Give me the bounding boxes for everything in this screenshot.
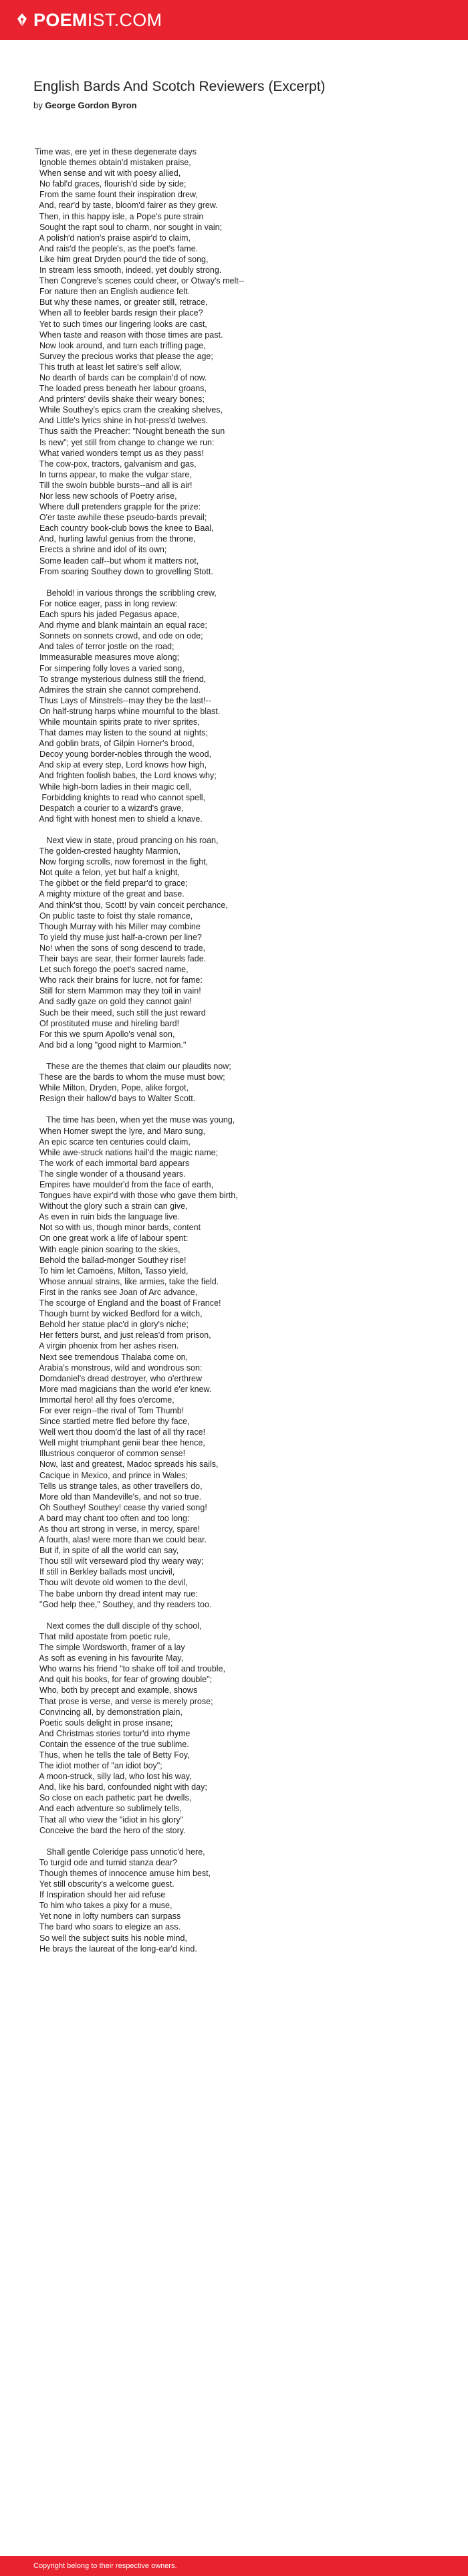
poem-line: Next view in state, proud prancing on his roan, <box>35 836 219 845</box>
poem-line: Survey the precious works that please the age; <box>35 351 213 361</box>
poem-line: Thou still wilt verseward plod thy weary way; <box>35 1556 204 1566</box>
poem-line: Still for stern Mammon may they toil in vain! <box>35 986 201 996</box>
poem-line: Next see tremendous Thalaba come on, <box>35 1352 189 1362</box>
poem-line: The idiot mother of "an idiot boy"; <box>35 1761 162 1771</box>
stanza-gap <box>35 824 436 835</box>
poem-line: In turns appear, to make the vulgar stare, <box>35 469 192 479</box>
poem-line: A virgin phoenix from her ashes risen. <box>35 1341 179 1351</box>
poem-line: The simple Wordsworth, framer of a lay <box>35 1643 185 1653</box>
poem-line: And think'st thou, Scott! by vain conceit perchance, <box>35 900 228 910</box>
poem-line: An epic scarce ten centuries could claim, <box>35 1137 191 1147</box>
poem-line: Erects a shrine and idol of its own; <box>35 545 167 555</box>
poem-line: And, rear'd by taste, bloom'd fairer as they grew. <box>35 201 218 211</box>
stanza-gap <box>35 1104 436 1115</box>
stanza-gap <box>35 1836 436 1847</box>
poem-line: In stream less smooth, indeed, yet doubly strong. <box>35 265 222 275</box>
poem-line: When sense and wit with poesy allied, <box>35 168 181 179</box>
poem-line: Each spurs his jaded Pegasus apace, <box>35 610 180 620</box>
poem-line: But why these names, or greater still, retrace, <box>35 298 208 308</box>
poem-line: Thou wilt devote old women to the devil, <box>35 1578 189 1588</box>
poem-line: That all who view the "idiot in his glory" <box>35 1814 183 1825</box>
poem-line: For notice eager, pass in long review: <box>35 598 179 608</box>
poem-line: And fight with honest men to shield a knave. <box>35 814 203 824</box>
poem-line: Empires have moulder'd from the face of earth, <box>35 1180 214 1189</box>
poem-line: And frighten foolish babes, the Lord knows why; <box>35 771 217 781</box>
poem-line: Tongues have expir'd with those who gave them birth, <box>35 1191 238 1201</box>
poem-line: No! when the sons of song descend to trade, <box>35 943 206 953</box>
poem-line: And sadly gaze on gold they cannot gain! <box>35 997 192 1007</box>
poem-line: While mountain spirits prate to river sprites, <box>35 717 200 727</box>
poem-line: That prose is verse, and verse is merely prose; <box>35 1696 213 1706</box>
poem-line: Sought the rapt soul to charm, nor sought in vain; <box>35 222 223 232</box>
poem-line: The single wonder of a thousand years. <box>35 1169 186 1179</box>
poem-line: A moon-struck, silly lad, who lost his way, <box>35 1772 192 1782</box>
poem-line: Convincing all, by demonstration plain, <box>35 1707 183 1717</box>
poem-line: If Inspiration should her aid refuse <box>35 1890 166 1900</box>
pen-nib-icon <box>16 13 28 27</box>
poem-line: Behold the ballad-monger Southey rise! <box>35 1255 187 1265</box>
poem-line: Immeasurable measures move along; <box>35 653 180 663</box>
poem-line: No fabl'd graces, flourish'd side by side; <box>35 179 187 189</box>
poem-line: Where dull pretenders grapple for the prize: <box>35 502 201 512</box>
poem-line: On one great work a life of labour spent: <box>35 1234 189 1244</box>
poem-line: Oh Southey! Southey! cease thy varied song! <box>35 1502 207 1512</box>
poem-line: The golden-crested haughty Marmion, <box>35 846 181 856</box>
poem-line: Resign their hallow'd bays to Walter Scott. <box>35 1094 196 1104</box>
poem-line: And Little's lyrics shine in hot-press'd twelves. <box>35 416 209 426</box>
poem-line: To him let Camoëns, Milton, Tasso yield, <box>35 1266 189 1276</box>
poem-line: These are the bards to whom the muse must bow; <box>35 1072 225 1082</box>
by-label: by <box>33 100 43 110</box>
poem-line: While Milton, Dryden, Pope, alike forgot, <box>35 1083 189 1093</box>
poem-line: Now look around, and turn each trifling page, <box>35 340 206 350</box>
poem-line: To strange mysterious dulness still the friend, <box>35 674 207 684</box>
logo-text-bold: POEM <box>33 9 88 30</box>
poem-line: When all to feebler bards resign their place? <box>35 308 203 318</box>
poem-line: Nor less new schools of Poetry arise, <box>35 491 177 501</box>
poem-line: Thus saith the Preacher: "Nought beneath the sun <box>35 427 225 437</box>
poem-line: And bid a long "good night to Marmion." <box>35 1040 187 1050</box>
poem-line: "God help thee," Southey, and thy readers too. <box>35 1599 212 1609</box>
poem-line: Now, last and greatest, Madoc spreads his sails, <box>35 1459 219 1470</box>
poem-line: For nature then an English audience felt. <box>35 287 191 297</box>
poem-line: Cacique in Mexico, and prince in Wales; <box>35 1470 188 1480</box>
poem-line: And, hurling lawful genius from the throne, <box>35 534 196 544</box>
poem-line: To turgid ode and tumid stanza dear? <box>35 1857 178 1867</box>
poem-line: A polish'd nation's praise aspir'd to claim, <box>35 233 191 243</box>
poem-line: Their bays are sear, their former laurels fade. <box>35 954 207 964</box>
poem-line: So well the subject suits his noble mind, <box>35 1933 187 1943</box>
stanza-gap <box>35 577 436 588</box>
poem-line: For ever reign--the rival of Tom Thumb! <box>35 1405 185 1415</box>
author-link[interactable]: George Gordon Byron <box>45 100 137 110</box>
poem-line: The loaded press beneath her labour groans, <box>35 384 207 394</box>
poem-line: And printers' devils shake their weary bones; <box>35 394 205 404</box>
poem-line: To him who takes a pixy for a muse, <box>35 1901 172 1911</box>
poem-line: Such be their meed, such still the just reward <box>35 1008 206 1018</box>
poem-line: What varied wonders tempt us as they pass! <box>35 448 204 458</box>
poem-line: Yet still obscurity's a welcome guest. <box>35 1879 174 1889</box>
poem-body <box>35 146 436 1954</box>
poem-line: The babe unborn thy dread intent may rue: <box>35 1589 198 1599</box>
stanza-gap <box>35 1050 436 1061</box>
poem-line: Thus, when he tells the tale of Betty Foy, <box>35 1750 190 1760</box>
poem-line: And each adventure so sublimely tells, <box>35 1804 182 1814</box>
poem-line: A bard may chant too often and too long: <box>35 1513 190 1523</box>
poem-line: If still in Berkley ballads most uncivil, <box>35 1567 175 1577</box>
poem-line: When Homer swept the lyre, and Maro sung, <box>35 1126 205 1136</box>
poem-line: Behold! in various throngs the scribbling crew, <box>35 588 217 598</box>
poem-line: Not quite a felon, yet but half a knight, <box>35 868 180 878</box>
poem-line: Time was, ere yet in these degenerate days <box>35 147 197 156</box>
poem-line: And Christmas stories tortur'd into rhyme <box>35 1728 191 1738</box>
poem-line: No dearth of bards can be complain'd of now. <box>35 372 207 382</box>
poem-line: While Southey's epics cram the creaking shelves, <box>35 405 223 415</box>
poem-line: Decoy young border-nobles through the wood, <box>35 749 212 759</box>
poem-line: To yield thy muse just half-a-crown per line? <box>35 932 202 942</box>
poem-line: So close on each pathetic part he dwells, <box>35 1793 192 1803</box>
poem-line: Tells us strange tales, as other travellers do, <box>35 1481 203 1491</box>
poem-line: Now forging scrolls, now foremost in the fight, <box>35 857 209 867</box>
poem-line: And goblin brats, of Gilpin Horner's brood, <box>35 739 195 749</box>
poem-line: From soaring Southey down to grovelling Stott. <box>35 566 213 576</box>
poem-line: Then Congreve's scenes could cheer, or Otway's melt-- <box>35 276 245 286</box>
poem-line: Then, in this happy isle, a Pope's pure strain <box>35 211 204 221</box>
poem-line: Poetic souls delight in prose insane; <box>35 1718 173 1728</box>
poem-line: Each country book-club bows the knee to Baal, <box>35 523 214 534</box>
poem-line: Well wert thou doom'd the last of all thy race! <box>35 1427 206 1437</box>
poem-line: Next comes the dull disciple of thy school, <box>35 1621 202 1631</box>
poem-line: While awe-struck nations hail'd the magic name; <box>35 1147 219 1157</box>
poem-line: Since startled metre fled before thy face, <box>35 1417 190 1427</box>
poem-line: Contain the essence of the true sublime. <box>35 1739 189 1749</box>
poem-line: Let such forego the poet's sacred name, <box>35 965 189 975</box>
poem-line: On half-strung harps whine mournful to the blast. <box>35 706 221 716</box>
poem-line: A fourth, alas! were more than we could bear. <box>35 1535 207 1545</box>
poem-line: Well might triumphant genii bear thee hence, <box>35 1438 205 1448</box>
poem-line: That dames may listen to the sound at nights; <box>35 728 208 738</box>
poem-line: Yet none in lofty numbers can surpass <box>35 1911 181 1921</box>
poem-line: Admires the strain she cannot comprehend. <box>35 685 201 695</box>
site-header <box>0 0 468 40</box>
poem-line: Though themes of innocence amuse him best, <box>35 1869 211 1878</box>
poem-line: And rais'd the people's, as the poet's fame. <box>35 243 199 253</box>
poem-line: As thou art strong in verse, in mercy, spare! <box>35 1524 201 1534</box>
poem-line: Forbidding knights to read who cannot spell, <box>35 792 206 802</box>
poem-line: Though Murray with his Miller may combine <box>35 921 201 931</box>
poem-line: And rhyme and blank maintain an equal race; <box>35 620 207 630</box>
poem-line: While high-born ladies in their magic cell, <box>35 782 192 792</box>
poem-line: That mild apostate from poetic rule, <box>35 1631 170 1641</box>
poem-line: The scourge of England and the boast of France! <box>35 1298 221 1308</box>
poem-line: The bard who soars to elegize an ass. <box>35 1922 181 1932</box>
poem-line: Who, both by precept and example, shows <box>35 1685 198 1695</box>
poem-line: More mad magicians than the world e'er knew. <box>35 1384 212 1394</box>
poem-line: With eagle pinion soaring to the skies, <box>35 1244 181 1254</box>
poem-line: Behold her statue plac'd in glory's niche; <box>35 1320 189 1330</box>
poem-line: He brays the laureat of the long-ear'd kind. <box>35 1944 197 1954</box>
poem-line: Who rack their brains for lucre, not for fame: <box>35 975 203 985</box>
poem-line: The time has been, when yet the muse was young, <box>35 1115 235 1125</box>
poem-line: Yet to such times our lingering looks are cast, <box>35 319 207 329</box>
byline <box>33 100 137 110</box>
poem-line: Who warns his friend "to shake off toil and trouble, <box>35 1664 225 1674</box>
poem-line: A mighty mixture of the great and base. <box>35 889 185 899</box>
poem-line: Without the glory such a strain can give, <box>35 1201 188 1211</box>
stanza-gap <box>35 1610 436 1621</box>
poem-line: For simpering folly loves a varied song, <box>35 663 185 673</box>
poem-line: Ignoble themes obtain'd mistaken praise, <box>35 158 191 168</box>
copyright-text: Copyright belong to their respective owners. <box>33 2562 177 2570</box>
poem-line: Though burnt by wicked Bedford for a witch, <box>35 1309 203 1319</box>
poem-line: Illustrious conqueror of common sense! <box>35 1449 186 1459</box>
poem-line: Despatch a courier to a wizard's grave, <box>35 803 184 813</box>
poem-line: And skip at every step, Lord knows how high, <box>35 760 207 770</box>
poem-title: English Bards And Scotch Reviewers (Excerpt) <box>33 79 326 94</box>
poem-line: Sonnets on sonnets crowd, and ode on ode; <box>35 631 203 641</box>
poem-line: First in the ranks see Joan of Arc advance, <box>35 1287 198 1297</box>
site-logo-link[interactable] <box>33 10 162 31</box>
poem-line: The work of each immortal bard appears <box>35 1158 190 1168</box>
poem-line: As even in ruin bids the language live. <box>35 1212 180 1222</box>
poem-line: Arabia's monstrous, wild and wondrous son: <box>35 1363 203 1373</box>
poem-line: Whose annual strains, like armies, take the field. <box>35 1276 219 1286</box>
poem-line: And, like his bard, confounded night with day; <box>35 1782 207 1792</box>
poem-line: Not so with us, though minor bards, content <box>35 1223 201 1233</box>
poem-line: When taste and reason with those times are past. <box>35 330 223 340</box>
poem-line: The gibbet or the field prepar'd to grace; <box>35 879 188 889</box>
poem-line: Immortal hero! all thy foes o'ercome, <box>35 1395 174 1405</box>
poem-line: From the same fount their inspiration drew, <box>35 190 198 200</box>
poem-line: And quit his books, for fear of growing double"; <box>35 1675 213 1685</box>
poem-line: As soft as evening in his favourite May, <box>35 1653 184 1663</box>
logo-text-rest: IST.COM <box>87 9 162 30</box>
poem-line: These are the themes that claim our plaudits now; <box>35 1061 231 1071</box>
poem-line: Conceive the bard the hero of the story. <box>35 1825 186 1835</box>
poem-line: Is new"; yet still from change to change we run: <box>35 437 215 447</box>
poem-line: Shall gentle Coleridge pass unnotic'd here, <box>35 1847 205 1857</box>
site-footer <box>0 2556 468 2576</box>
poem-line: O'er taste awhile these pseudo-bards prevail; <box>35 513 207 523</box>
poem-line: The cow-pox, tractors, galvanism and gas, <box>35 459 197 469</box>
poem-line: On public taste to foist thy stale romance, <box>35 911 193 921</box>
poem-line: More old than Mandeville's, and not so true. <box>35 1492 202 1502</box>
poem-line: Her fetters burst, and just releas'd from prison, <box>35 1330 211 1340</box>
poem-line: Like him great Dryden pour'd the tide of song, <box>35 254 209 264</box>
poem-line: Domdaniel's dread destroyer, who o'erthrew <box>35 1373 203 1383</box>
poem-line: Thus Lays of Minstrels--may they be the last!-- <box>35 695 211 705</box>
poem-line: But if, in spite of all the world can say, <box>35 1546 179 1556</box>
poem-line: Of prostituted muse and hireling bard! <box>35 1018 180 1028</box>
poem-line: For this we spurn Apollo's venal son, <box>35 1029 175 1039</box>
poem-line: And tales of terror jostle on the road; <box>35 642 174 652</box>
poem-line: This truth at least let satire's self allow, <box>35 362 182 372</box>
poem-line: Some leaden calf--but whom it matters not, <box>35 556 199 566</box>
poem-line: Till the swoln bubble bursts--and all is air! <box>35 480 193 490</box>
